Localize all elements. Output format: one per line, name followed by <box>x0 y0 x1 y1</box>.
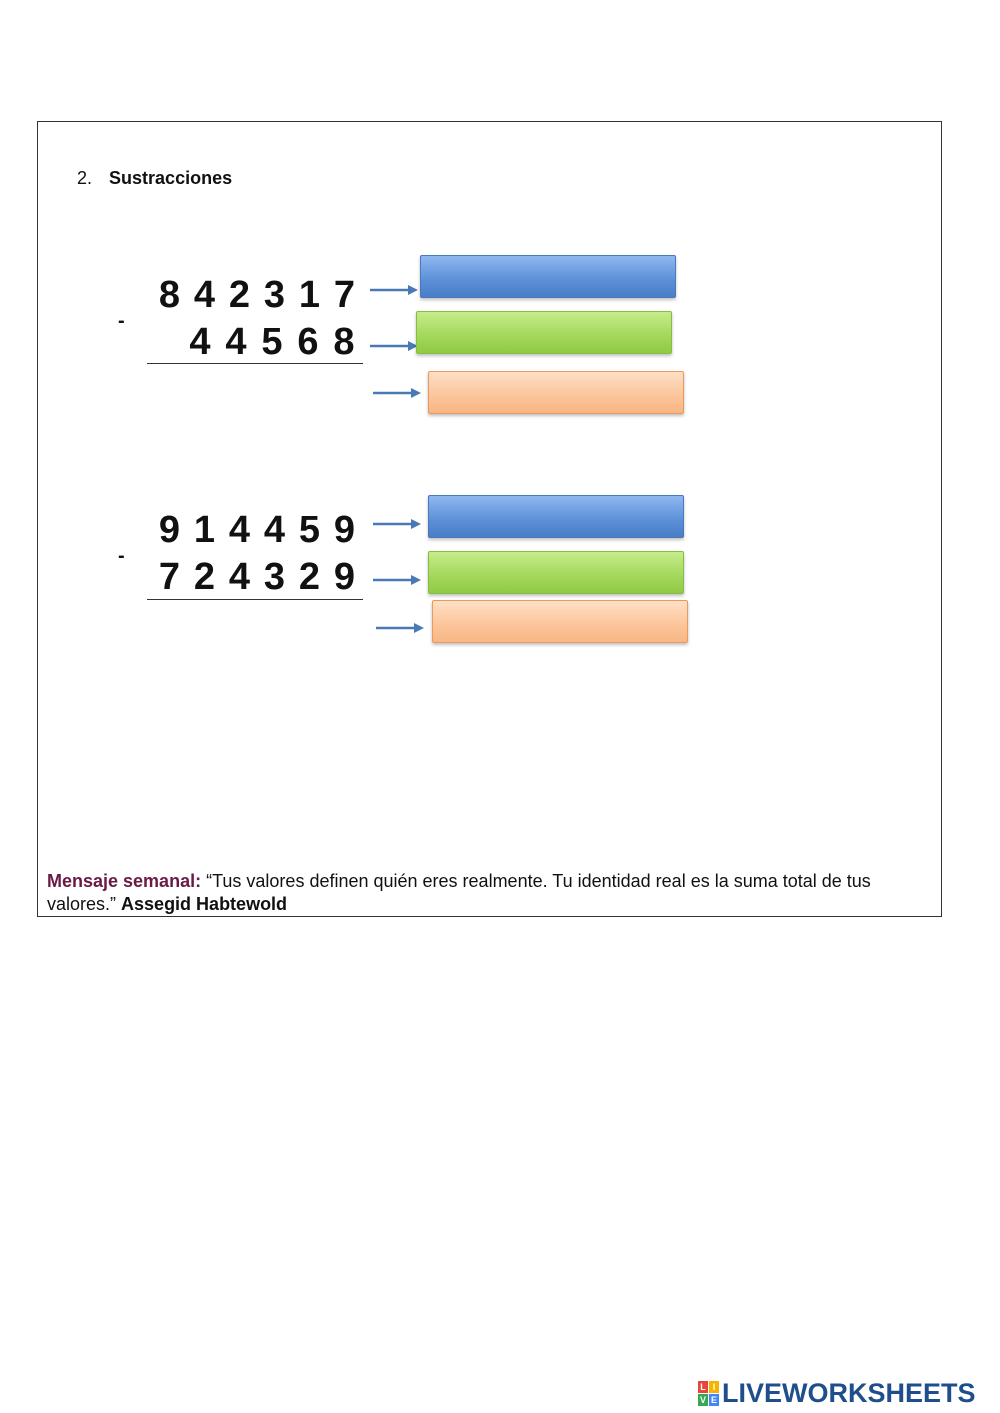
sum-line-1 <box>147 363 363 364</box>
logo-mark-letter: L <box>698 1381 708 1393</box>
answer-box-difference-1[interactable] <box>428 371 684 414</box>
digit: 4 <box>228 509 251 551</box>
sum-line-2 <box>147 599 363 600</box>
digit: 4 <box>228 556 251 598</box>
digit: 3 <box>263 556 286 598</box>
digit: 2 <box>298 556 321 598</box>
arrow-right-icon <box>373 574 421 586</box>
arrow-right-icon <box>370 284 418 296</box>
digit: 9 <box>333 556 356 598</box>
digit: 4 <box>189 321 211 363</box>
digit: 4 <box>225 321 247 363</box>
answer-box-minuend-2[interactable] <box>428 495 684 538</box>
logo-mark-icon <box>698 1381 719 1406</box>
subtrahend-1 <box>152 322 362 362</box>
answer-box-minuend-1[interactable] <box>420 255 676 298</box>
arrow-right-icon <box>376 622 424 634</box>
logo-mark-letter: V <box>699 1395 706 1405</box>
message-author: Assegid Habtewold <box>121 894 288 914</box>
subtrahend-2 <box>152 557 362 597</box>
digit: 3 <box>263 274 286 316</box>
message-label: Mensaje semanal: <box>47 871 202 891</box>
digit: 8 <box>158 274 181 316</box>
digit: 2 <box>193 556 216 598</box>
digit: 5 <box>261 321 283 363</box>
digit: 9 <box>333 509 356 551</box>
digit: 5 <box>298 509 321 551</box>
arrow-right-icon <box>370 340 418 352</box>
liveworksheets-logo <box>698 1378 976 1409</box>
digit: 4 <box>193 274 216 316</box>
arrow-right-icon <box>373 387 421 399</box>
logo-mark-letter: E <box>710 1395 717 1405</box>
digit: 9 <box>158 509 181 551</box>
answer-box-subtrahend-1[interactable] <box>416 311 672 354</box>
logo-text: LIVEWORKSHEETS <box>722 1378 976 1408</box>
digit: 1 <box>298 274 321 316</box>
logo-mark-letter: I <box>709 1381 719 1393</box>
digit: 2 <box>228 274 251 316</box>
digit: 4 <box>263 509 286 551</box>
answer-box-subtrahend-2[interactable] <box>428 551 684 594</box>
minuend-2 <box>152 510 362 550</box>
digit: 8 <box>333 321 355 363</box>
digit: 1 <box>193 509 216 551</box>
digit: 6 <box>297 321 319 363</box>
weekly-message <box>47 870 927 916</box>
minus-sign-2: - <box>118 545 125 567</box>
section-title: Sustracciones <box>109 168 233 188</box>
section-heading <box>77 168 232 189</box>
message-quote: “Tus valores definen quién eres realmente. Tu identidad real es la suma total de tus valores.” <box>47 871 871 914</box>
digit: 7 <box>333 274 356 316</box>
arrow-right-icon <box>373 518 421 530</box>
section-number: 2. <box>77 168 93 188</box>
minus-sign-1: - <box>118 310 125 332</box>
answer-box-difference-2[interactable] <box>432 600 688 643</box>
digit: 7 <box>158 556 181 598</box>
minuend-1 <box>152 275 362 315</box>
